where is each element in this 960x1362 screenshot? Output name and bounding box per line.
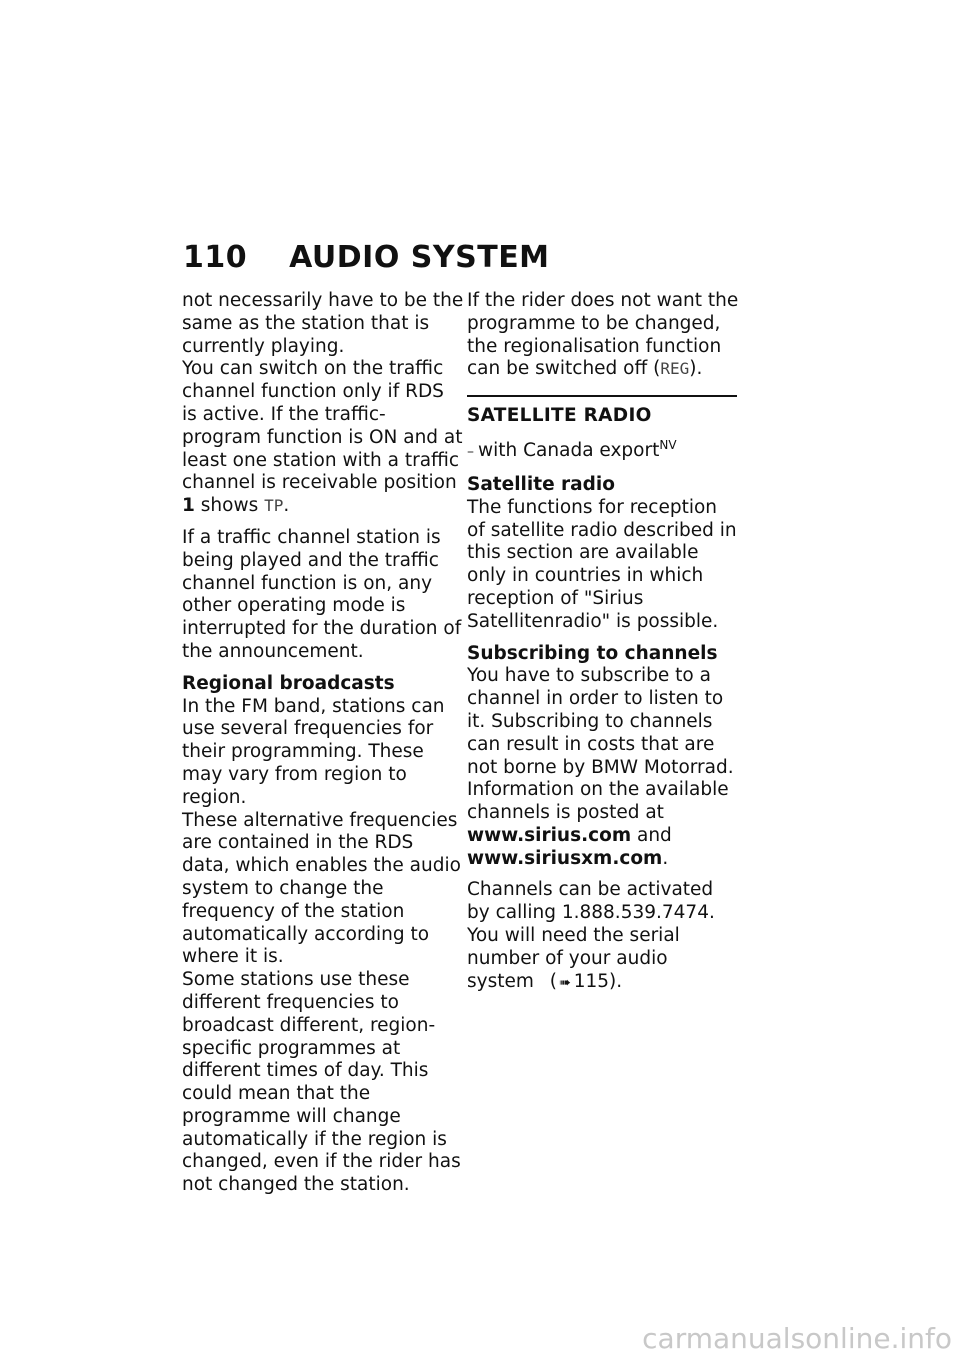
equipment-note: [467, 434, 739, 464]
text: ).: [609, 970, 623, 992]
text: You can switch on the traffic channel function only if RDS is active. If the traffic-program function is ON and at least one station with a traffic channel is receivable position: [182, 358, 463, 494]
subheading-subscribing: Subscribing to channels: [467, 642, 718, 664]
section-title: SATELLITE RADIO: [467, 405, 652, 427]
watermark: carmanualsonline.info: [642, 1322, 952, 1355]
left-column: [182, 290, 464, 1206]
paragraph-information: [467, 779, 739, 870]
text: Channels can be activated by calling 1.888.539.7474. You will need the serial number of your audio system: [467, 879, 715, 992]
text: (: [549, 970, 557, 992]
chapter-title: AUDIO SYSTEM: [289, 240, 550, 275]
page-reference[interactable]: 115: [573, 970, 610, 992]
display-code-reg: REG: [660, 359, 690, 379]
link-siriusxm[interactable]: www.siriusxm.com: [467, 847, 663, 869]
text: .: [283, 495, 290, 517]
paragraph: These alternative frequencies are contained in the RDS data, which enables the audio system to change the frequency of the station automatically according to where it is.: [182, 809, 461, 968]
paragraph-activation: [467, 879, 739, 994]
position-number: 1: [182, 495, 195, 517]
link-sirius[interactable]: www.sirius.com: [467, 824, 632, 846]
text: If the rider does not want the programme to be changed, the regionalisation function can be switched off (: [467, 290, 739, 380]
paragraph: If a traffic channel station is being played and the traffic channel function is on, any other operating mode is interrupted for the duration of the announcement.: [182, 526, 462, 662]
subheading-satellite-radio: Satellite radio: [467, 473, 615, 495]
page-header: [183, 240, 550, 275]
text: .: [662, 847, 669, 869]
paragraph: The functions for reception of satellite radio described in this section are available only in countries in which reception of "Sirius Satellitenradio" is possible.: [467, 496, 737, 632]
paragraph: Some stations use these different frequencies to broadcast different, region-specific programmes at different times of day. This could mean that the programme will change automatically if the region is changed, even if the rider has not changed the station.: [182, 969, 461, 1196]
paragraph: In the FM band, stations can use several frequencies for their programming. These may vary from region to region.: [182, 695, 445, 808]
section-divider: [467, 395, 737, 397]
superscript: NV: [659, 437, 677, 452]
text: with Canada export: [478, 440, 660, 462]
paragraph-traffic-channel: [182, 358, 464, 518]
paragraph: not necessarily have to be the same as the station that is currently playing.: [182, 290, 464, 357]
text: Information on the available channels is posted at: [467, 779, 729, 824]
paragraph: You have to subscribe to a channel in order to listen to it. Subscribing to channels can result in costs that are not borne by BMW Motorrad.: [467, 665, 734, 778]
dash-icon: –: [467, 444, 474, 461]
text: and: [631, 824, 672, 846]
display-code-tp: TP: [264, 496, 284, 516]
right-column: [467, 290, 739, 1003]
page-number: 110: [183, 240, 248, 275]
subheading-regional-broadcasts: Regional broadcasts: [182, 672, 395, 694]
text: shows: [194, 495, 265, 517]
paragraph-regionalisation: [467, 290, 739, 381]
text: ).: [689, 358, 703, 380]
arrow-right-icon: ➠: [559, 974, 571, 991]
